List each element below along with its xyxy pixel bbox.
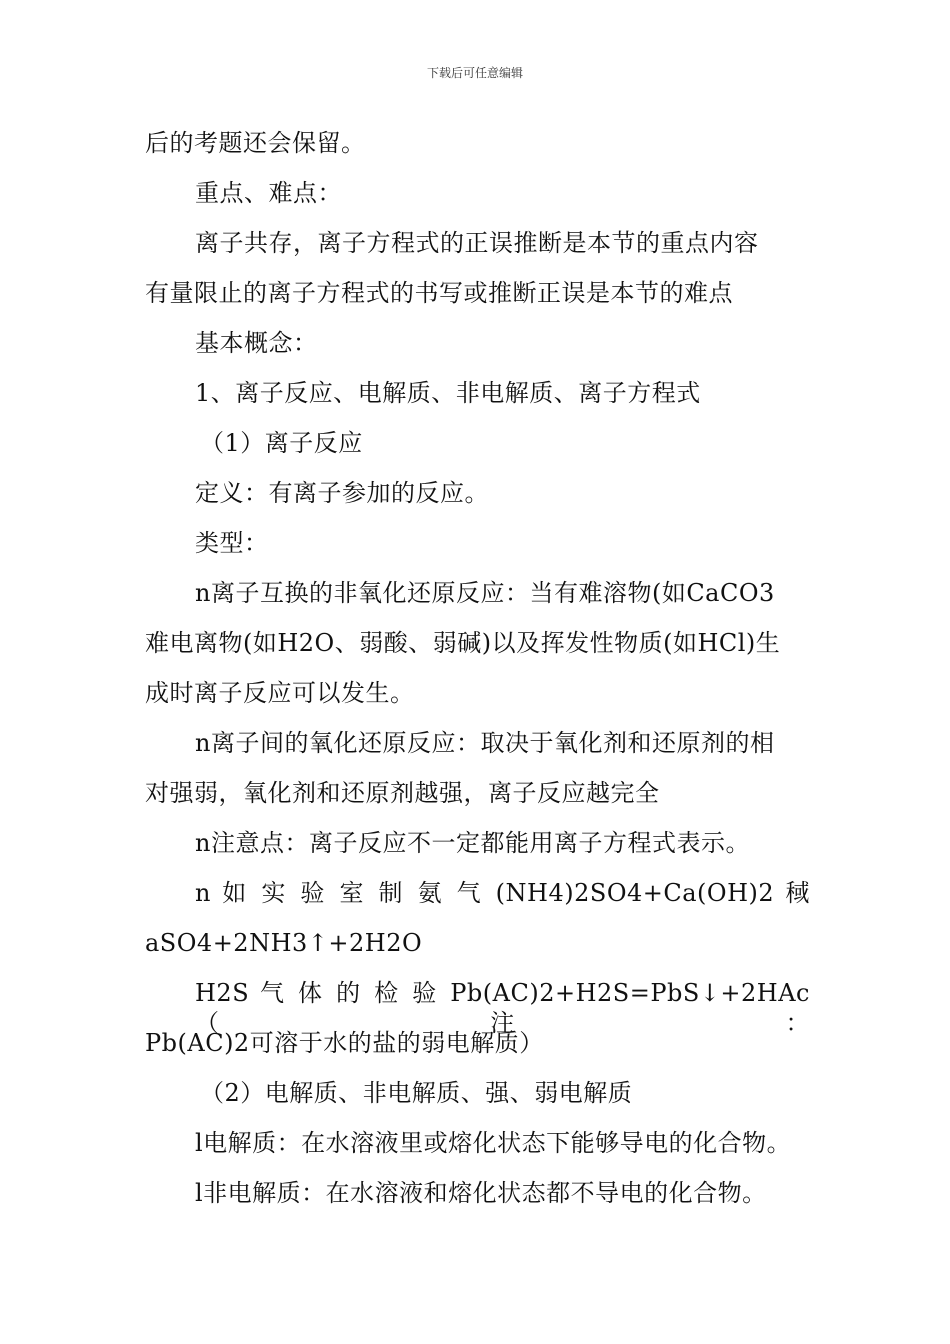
document-body <box>145 128 810 1228</box>
text-line: 难电离物(如H2O、弱酸、弱碱)以及挥发性物质(如HCl)生 <box>145 629 781 657</box>
text-line: 后的考题还会保留。 <box>145 129 366 157</box>
list-item: n注意点：离子反应不一定都能用离子方程式表示。 <box>195 829 750 857</box>
text-line: 成时离子反应可以发生。 <box>145 679 415 707</box>
page-header: 下载后可任意编辑 <box>426 66 523 80</box>
equation-line: aSO4+2NH3↑+2H2O <box>145 929 423 957</box>
types-label: 类型： <box>195 529 269 557</box>
text-line: Pb(AC)2可溶于水的盐的弱电解质） <box>145 1029 544 1057</box>
numbered-heading: 1、离子反应、电解质、非电解质、离子方程式 <box>195 379 701 407</box>
list-item: n离子互换的非氧化还原反应：当有难溶物(如CaCO3 <box>195 579 775 607</box>
sub-heading: （2）电解质、非电解质、强、弱电解质 <box>200 1079 633 1107</box>
list-item: l非电解质：在水溶液和熔化状态都不导电的化合物。 <box>195 1179 767 1207</box>
sub-heading: （1）离子反应 <box>200 429 363 457</box>
text-line: 对强弱，氧化剂和还原剂越强，离子反应越完全 <box>145 779 660 807</box>
definition-line: 定义：有离子参加的反应。 <box>195 479 489 507</box>
text-line: 离子共存，离子方程式的正误推断是本节的重点内容 <box>195 229 759 257</box>
section-heading-basic-concepts: 基本概念： <box>195 329 318 357</box>
example-line: H2S 气 体 的 检 验 Pb(AC)2+H2S=PbS↓+2HAc （ 注 ： <box>195 979 810 1037</box>
list-item: l电解质：在水溶液里或熔化状态下能够导电的化合物。 <box>195 1129 792 1157</box>
section-heading-key-points: 重点、难点： <box>195 179 342 207</box>
example-line: n 如 实 验 室 制 氨 气 (NH4)2SO4+Ca(OH)2 稢 <box>195 879 810 907</box>
list-item: n离子间的氧化还原反应：取决于氧化剂和还原剂的相 <box>195 729 775 757</box>
text-line: 有量限止的离子方程式的书写或推断正误是本节的难点 <box>145 279 733 307</box>
